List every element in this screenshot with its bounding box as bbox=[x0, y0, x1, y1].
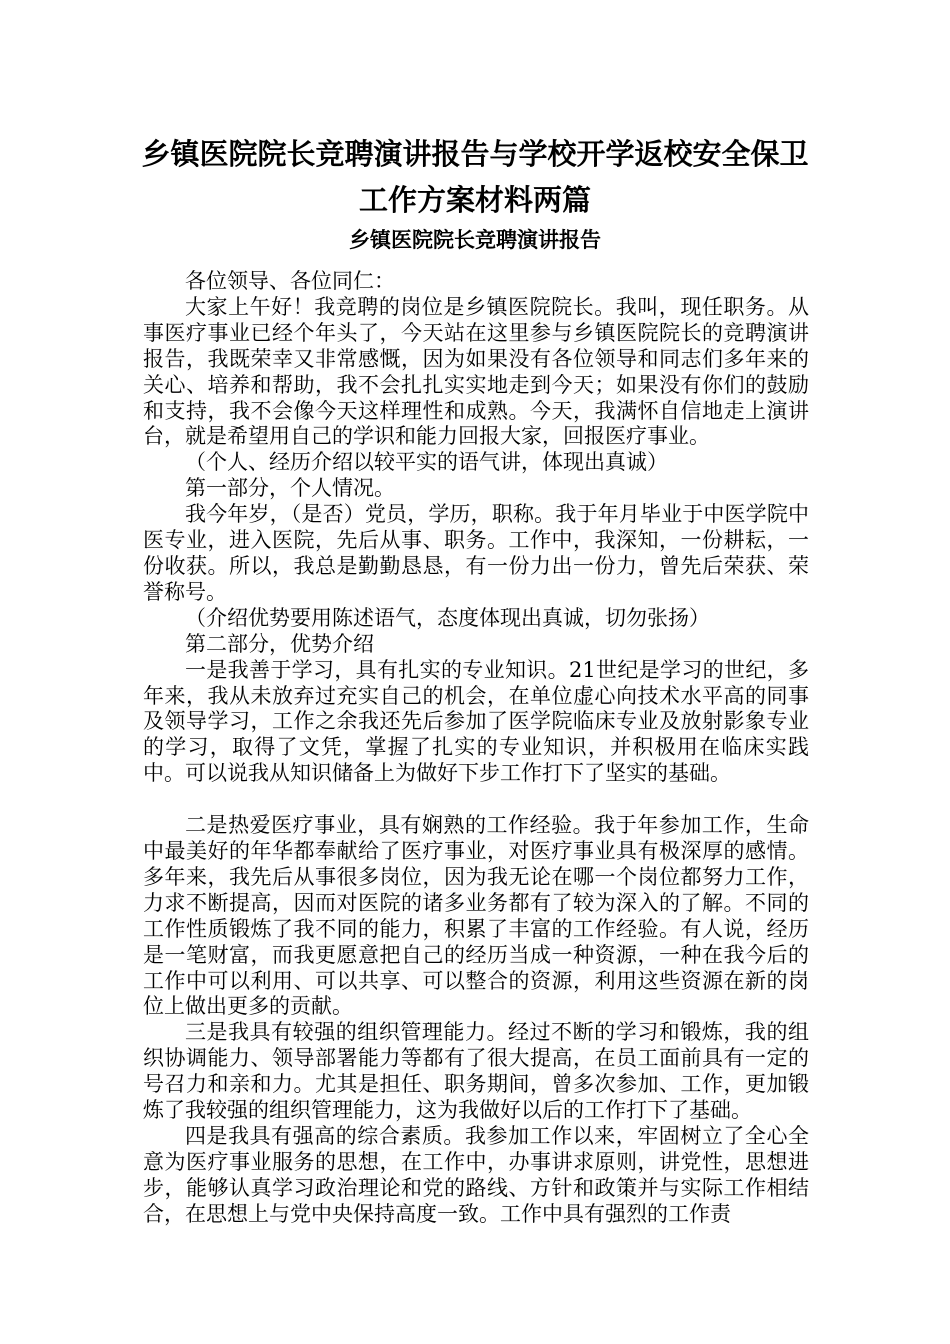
personal-info-paragraph: 我今年岁，（是否）党员，学历，职称。我于年月毕业于中医学院中医专业，进入医院，先后从事、职务。工作中，我深知，一份耕耘，一份收获。所以，我总是勤勤恳恳，有一份力出一份力，曾先后荣获、荣誉称号。 bbox=[143, 502, 809, 604]
salutation-paragraph: 各位领导、各位同仁： bbox=[185, 269, 395, 293]
speech-body bbox=[143, 269, 809, 1228]
advantage-paragraph-4: 四是我具有强高的综合素质。我参加工作以来，牢固树立了全心全意为医疗事业服务的思想，在工作中，办事讲求原则，讲党性，思想进步，能够认真学习政治理论和党的路线、方针和政策并与实际工作相结合，在思想上与党中央保持高度一致。工作中具有强烈的工作责 bbox=[143, 1124, 809, 1226]
speech-subtitle: 乡镇医院院长竞聘演讲报告 bbox=[349, 227, 601, 252]
advantage-paragraph-3: 三是我具有较强的组织管理能力。经过不断的学习和锻炼，我的组织协调能力、领导部署能力等都有了很大提高，在员工面前具有一定的号召力和亲和力。尤其是担任、职务期间，曾多次参加、工作，更加锻炼了我较强的组织管理能力，这为我做好以后的工作打下了基础。 bbox=[143, 1020, 809, 1123]
advantage-paragraph-2: 二是热爱医疗事业，具有娴熟的工作经验。我于年参加工作，生命中最美好的年华都奉献给了医疗事业，对医疗事业具有极深厚的感情。多年来，我先后从事很多岗位，因为我无论在哪一个岗位都努力工作，力求不断提高，因而对医院的诸多业务都有了较为深入的了解。不同的工作性质锻炼了我不同的能力，积累了丰富的工作经验。有人说，经历是一笔财富，而我更愿意把自己的经历当成一种资源，一种在我今后的工作中可以利用、可以共享、可以整合的资源，利用这些资源在新的岗位上做出更多的贡献。 bbox=[143, 813, 809, 1019]
advantage-paragraph-1: 一是我善于学习，具有扎实的专业知识。21世纪是学习的世纪，多年来，我从未放弃过充实自己的机会，在单位虚心向技术水平高的同事及领导学习，工作之余我还先后参加了医学院临床专业及放射影象专业的学习，取得了文凭，掌握了扎实的专业知识，并积极用在临床实践中。可以说我从知识储备上为做好下步工作打下了坚实的基础。 bbox=[143, 657, 809, 786]
note-paragraph: （介绍优势要用陈述语气，态度体现出真诚，切勿张扬） bbox=[185, 605, 710, 630]
note-paragraph: （个人、经历介绍以较平实的语气讲，体现出真诚） bbox=[185, 450, 668, 475]
section-heading-part-2: 第二部分，优势介绍 bbox=[185, 631, 374, 656]
document-title-line-1: 乡镇医院院长竞聘演讲报告与学校开学返校安全保卫 bbox=[141, 137, 809, 171]
opening-paragraph: 大家上午好！我竞聘的岗位是乡镇医院院长。我叫，现任职务。从事医疗事业已经个年头了，今天站在这里参与乡镇医院院长的竞聘演讲报告，我既荣幸又非常感慨，因为如果没有各位领导和同志们多年来的关心、培养和帮助，我不会扎扎实实地走到今天；如果没有你们的鼓励和支持，我不会像今天这样理性和成熟。今天，我满怀自信地走上演讲台，就是希望用自己的学识和能力回报大家，回报医疗事业。 bbox=[143, 294, 809, 449]
document-title-line-2: 工作方案材料两篇 bbox=[358, 183, 591, 217]
section-heading-part-1: 第一部分，个人情况。 bbox=[185, 476, 395, 501]
